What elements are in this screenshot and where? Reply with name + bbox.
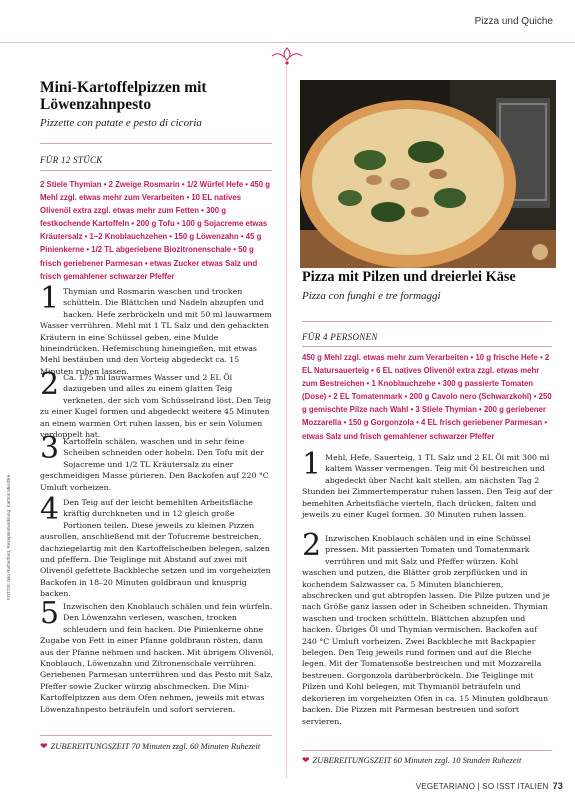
left-title-line1: Mini-Kartoffelpizzen mit <box>40 79 207 96</box>
step-text: Inzwischen den Knoblauch schälen und fein würfeln. Den Löwenzahn verlesen, waschen, trocken schleudern und fein hacken. Die Pinienkerne ohne Zugabe von Fett in einer Pfanne goldbraun rösten, dann aus der Pfanne nehmen und hacken. Mit übrigem Olivenöl, Knoblauch, Löwenzahn und Zitronenschale verrühren. Geriebenen Parmesan unterrühren und das Pesto mit Salz, Pfeffer sowie Zucker würzig abschmecken. Die Mini-Kartoffelpizzen aus dem Ofen nehmen, jeweils mit etwas Löwenzahnpesto beträufeln und sofort servieren. <box>40 602 274 714</box>
left-prep-text: ZUBEREITUNGSZEIT 70 Minuten zzgl. 60 Minuten Ruhezeit <box>50 741 261 751</box>
left-recipe-title <box>40 79 272 113</box>
left-ingredients: 2 Stiele Thymian • 2 Zweige Rosmarin • 1/2 Würfel Hefe • 450 g Mehl zzgl. etwas mehr zum Verarbeiten • 10 EL natives Olivenöl extra zzgl. etwas mehr zum Fetten • 300 g festkochende Kartoffeln • 200 g Tofu • 100 g Sojacreme etwas Kräutersalz • 1–2 Knoblauchzehen • 150 g Löwenzahn • 45 g Pinienkerne • 1/2 TL abgeriebene Biozitronenschale • 50 g frisch geriebener Parmesan • etwas Zucker etwas Salz und frisch gemahlener schwarzer Pfeffer <box>40 180 271 281</box>
step-text: Kartoffeln schälen, waschen und in sehr feine Scheiben schneiden oder hobeln. Den Tofu mit der Sojacreme und 1/2 TL Kräutersalz zu einer geschmeidigen Masse pürieren. Den Backofen auf 220 °C Umluft vorheizen. <box>40 437 269 492</box>
photo-credit: FOTOS: Nici Rutherford, Rezeptentwicklung: Kathrin Mischke <box>6 474 11 600</box>
page-footer <box>416 781 563 791</box>
step-text: Ca. 175 ml lauwarmes Wasser und 2 EL Öl dazugeben und alles zu einem glatten Teig verkneten, der sich vom Schüsselrand löst. Den Teig zu einer Kugel formen und abgedeckt weitere 45 Minuten an einem warmen Ort ruhen lassen, bis er sein Volumen verdoppelt hat. <box>40 373 272 440</box>
left-title-line2: Löwenzahnpesto <box>40 96 152 114</box>
right-step-2 <box>302 528 554 727</box>
left-step-2 <box>40 367 274 440</box>
left-step-5 <box>40 596 274 715</box>
left-prep-divider <box>40 735 272 736</box>
step-number: 3 <box>40 431 60 466</box>
left-step-3 <box>40 431 274 493</box>
heart-icon: ❤ <box>302 755 310 765</box>
page-number: 73 <box>552 781 563 791</box>
right-prep-divider <box>302 750 552 751</box>
section-label: Pizza und Quiche <box>474 16 553 27</box>
right-recipe-subtitle: Pizza con funghi e tre formaggi <box>302 289 441 302</box>
step-number: 5 <box>40 596 60 631</box>
step-text: Inzwischen Knoblauch schälen und in eine Schüssel pressen. Mit passierten Tomaten und Tomatenmark verrühren und mit Salz und Pfeffer würzen. Kohl waschen und putzen, die Blätter grob zerpflücken und in kochendem Salzwasser ca. 5 Minuten blanchieren, abschrecken und gut abtropfen lassen. Die Pilze putzen und je nach Größe ganz lassen oder in Scheiben schneiden. Thymian waschen und trocken schütteln. Blättchen abzupfen und hacken. Übriges Öl und Thymian vermischen. Backofen auf 240 °C Umluft vorheizen. Zwei Backbleche mit Backpapier belegen. Den Teig jeweils rund formen und auf die Bleche legen. Mit der Tomatensoße bestreichen und mit Mozzarella bestreuen. Gorgonzola darüberbröckeln. Die Teiglinge mit Pilzen und Kohl belegen, mit Thymianöl beträufeln und dekorieren im vorgeheizten Ofen in ca. 15 Minuten goldbraun backen. Die Pizzen mit Parmesan bestreuen und sofort servieren. <box>302 534 550 726</box>
right-divider <box>302 321 552 322</box>
left-step-4 <box>40 492 274 600</box>
heart-icon: ❤ <box>40 741 48 751</box>
left-recipe-header <box>40 79 272 129</box>
column-divider <box>286 66 287 778</box>
left-recipe-subtitle: Pizzette con patate e pesto di cicoria <box>40 117 202 130</box>
step-number: 2 <box>40 367 60 402</box>
ornament-icon <box>268 46 306 66</box>
right-divider-2 <box>302 346 552 347</box>
left-prep-time <box>40 741 272 752</box>
left-serves: FÜR 12 STÜCK <box>40 155 103 165</box>
step-text: Thymian und Rosmarin waschen und trocken schütteln. Die Blättchen und Nadeln abzupfen und hacken. Hefe zerbröckeln und mit 50 ml lauwarmem Wasser verrühren. Mehl mit 1 TL Salz und den gehackten Kräutern in eine Schüssel geben, eine Mulde hineindrücken. Hefemischung hineingießen, mit etwas Mehl bestäuben und den Vorteig abgedeckt ca. 15 Minuten ruhen lassen. <box>40 287 272 376</box>
right-serves: FÜR 4 PERSONEN <box>302 332 378 342</box>
step-number: 1 <box>40 281 60 316</box>
right-prep-time <box>302 755 552 766</box>
step-number: 4 <box>40 492 60 527</box>
left-divider <box>40 143 272 144</box>
pizza-photo <box>300 80 556 268</box>
magazine-name: VEGETARIANO | SO ISST ITALIEN <box>415 782 549 791</box>
top-divider <box>0 42 575 43</box>
right-ingredients: 450 g Mehl zzgl. etwas mehr zum Verarbeiten • 10 g frische Hefe • 2 EL Natursauerteig • 6 EL natives Olivenöl extra zzgl. etwas mehr zum Bestreichen • 1 Knoblauchzehe • 300 g passierte Tomaten (Dose) • 2 EL Tomatenmark • 200 g Cavolo nero (Schwarzkohl) • 250 g gemischte Pilze nach Wahl • 3 Stiele Thymian • 200 g geriebener Mozzarella • 150 g Gorgonzola • 4 EL frisch geriebener Parmesan • etwas Salz und frisch gemahlener schwarzer Pfeffer <box>302 353 552 441</box>
left-divider-2 <box>40 170 272 171</box>
right-recipe-header <box>302 270 552 302</box>
step-text: Mehl, Hefe, Sauerteig, 1 TL Salz und 2 EL Öl mit 300 ml kaltem Wasser vermengen. Teig mit Öl bestreichen und abgedeckt über Nacht kalt stellen, am nächsten Tag 2 Stunden bei Zimmertemperatur ruhen lassen. Den Teig auf der bemehlten Arbeitsfläche vierteln, flach drücken, falten und jeweils zu einer Kugel formen. 30 Minuten ruhen lassen. <box>302 453 553 520</box>
step-number: 2 <box>302 528 322 563</box>
step-number: 1 <box>302 447 322 482</box>
right-recipe-title: Pizza mit Pilzen und dreierlei Käse <box>302 269 516 285</box>
right-prep-text: ZUBEREITUNGSZEIT 60 Minuten zzgl. 10 Stunden Ruhezeit <box>312 755 522 765</box>
left-step-1 <box>40 281 274 377</box>
step-text: Den Teig auf der leicht bemehlten Arbeitsfläche kräftig durchkneten und in 12 gleich große Portionen teilen. Diese jeweils zu kleinen Pizzen ausrollen, anschließend mit der Tofucreme bestreichen, dachziegelartig mit den Kartoffelscheiben belegen, salzen und pfeffern. Die Teiglinge mit Abstand auf zwei mit Olivenöl gefettete Backbleche setzen und im vorgeheizten Backofen in 18–20 Minuten goldbraun und knusprig backen. <box>40 498 271 599</box>
right-step-1 <box>302 447 554 520</box>
